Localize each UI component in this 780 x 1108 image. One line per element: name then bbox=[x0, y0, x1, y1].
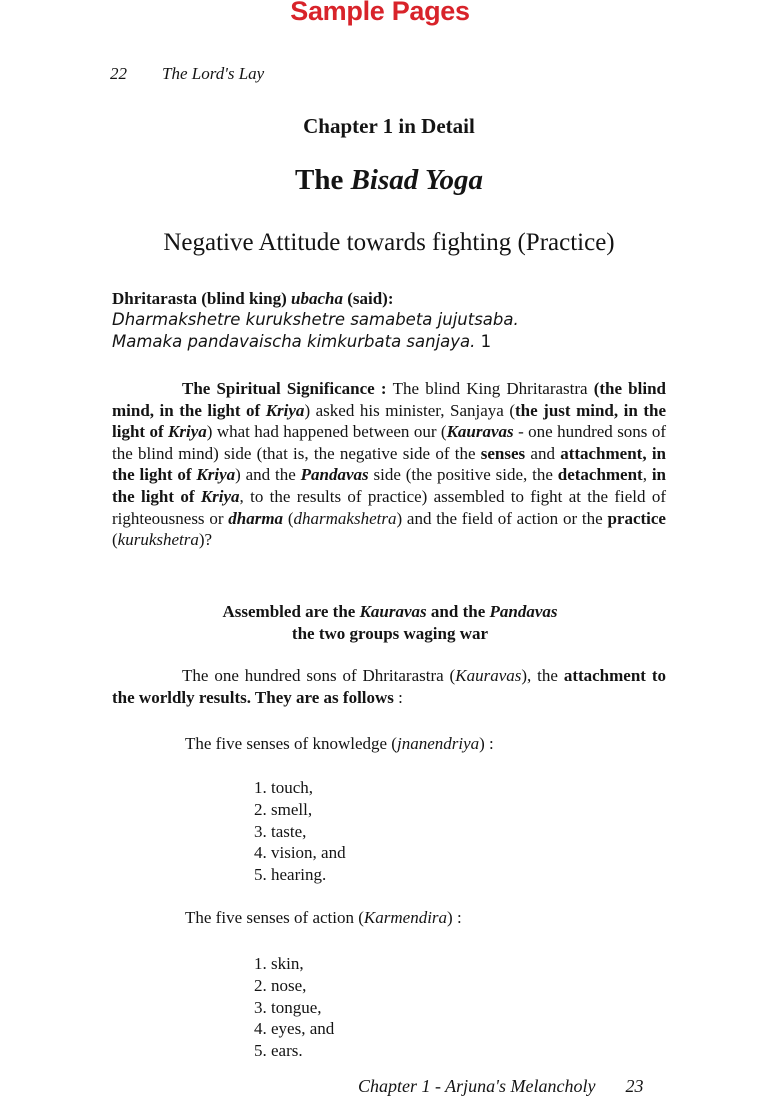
text: , to the results of practice) assembled to fight at the field of righteousness or bbox=[112, 486, 666, 528]
knowledge-senses-intro bbox=[185, 734, 494, 754]
spiritual-significance-paragraph bbox=[112, 378, 666, 551]
action-senses-list bbox=[254, 953, 334, 1062]
list-item: 1. skin, bbox=[254, 954, 304, 973]
book-title: The Lord's Lay bbox=[162, 64, 265, 83]
term-kurukshetra: kurukshetra bbox=[117, 530, 199, 550]
text: the just mind, in the light of bbox=[112, 400, 667, 442]
chapter-title-italic: Bisad Yoga bbox=[350, 164, 483, 196]
separator: : bbox=[374, 379, 393, 398]
verse-speaker bbox=[112, 288, 672, 309]
text: ) and the bbox=[235, 465, 301, 485]
term-kriya: Kriya bbox=[168, 422, 207, 442]
list-item: 2. nose, bbox=[254, 975, 307, 995]
bold-text: practice bbox=[607, 508, 666, 528]
list-item: 2. smell, bbox=[254, 799, 313, 819]
text: ) what had happened between our ( bbox=[206, 422, 447, 442]
left-page-number: 22 bbox=[110, 64, 127, 83]
text: The one hundred sons of Dhritarastra ( bbox=[182, 666, 456, 685]
sample-pages-banner: Sample Pages bbox=[290, 0, 470, 26]
running-footer bbox=[358, 1076, 644, 1097]
running-header bbox=[110, 64, 264, 84]
verse-block bbox=[112, 288, 672, 353]
text: in the light of bbox=[112, 465, 666, 506]
term-karmendira: Karmendira bbox=[363, 908, 448, 927]
text: (the blind mind, in the light of bbox=[112, 379, 666, 420]
speaker-name: Dhritarasta (blind king) bbox=[112, 289, 287, 308]
bold-text: detachment bbox=[557, 465, 643, 485]
verse-line-1: Dharmakshetre kurukshetre samabeta jujutsaba. bbox=[112, 310, 519, 329]
term-kriya: Kriya bbox=[196, 465, 236, 485]
chapter-title-prefix: The bbox=[294, 164, 344, 196]
text: ) : bbox=[447, 908, 462, 927]
term-kauravas: Kauravas bbox=[446, 422, 514, 442]
term-jnanendriya: jnanendriya bbox=[396, 734, 480, 753]
speaker-verb: ubacha bbox=[291, 289, 343, 308]
term-dharma: dharma bbox=[228, 508, 284, 528]
term-pandavas: Pandavas bbox=[489, 602, 558, 621]
section-heading-line-1 bbox=[90, 601, 690, 623]
text: - one hundred sons of the blind mind) side (that is, the negative side of the bbox=[112, 422, 666, 463]
text: ), the bbox=[521, 666, 564, 685]
knowledge-senses-list bbox=[254, 777, 346, 886]
text: ( bbox=[112, 530, 118, 550]
text: ( bbox=[283, 508, 294, 528]
term-kriya: Kriya bbox=[200, 486, 240, 506]
footer-chapter-title: Chapter 1 - Arjuna's Melancholy bbox=[358, 1076, 596, 1096]
text: ) asked his minister, Sanjaya ( bbox=[304, 400, 515, 420]
speaker-gloss: (said): bbox=[347, 289, 394, 308]
section-heading bbox=[90, 601, 690, 645]
list-item: 3. tongue, bbox=[254, 997, 322, 1017]
text: and the bbox=[426, 602, 490, 621]
section-heading-line-2: the two groups waging war bbox=[291, 624, 489, 643]
right-page-number: 23 bbox=[625, 1076, 644, 1096]
term-kriya: Kriya bbox=[265, 400, 305, 420]
text: side (the positive side, the bbox=[368, 465, 558, 485]
list-item: 1. touch, bbox=[254, 778, 314, 797]
list-item: 5. ears. bbox=[254, 1041, 303, 1061]
text: and bbox=[525, 443, 561, 463]
term-dharmakshetra: dharmakshetra bbox=[293, 508, 397, 528]
verse-line-2 bbox=[112, 331, 672, 353]
bold-text: attachment to the worldly results. They are as follows bbox=[112, 666, 667, 707]
chapter-label: Chapter 1 in Detail bbox=[303, 114, 475, 138]
list-item: 4. vision, and bbox=[254, 843, 346, 863]
text: Assembled are the bbox=[222, 602, 360, 621]
chapter-title bbox=[0, 164, 778, 197]
text: : bbox=[393, 687, 403, 707]
chapter-subtitle: Negative Attitude towards fighting (Practice) bbox=[163, 229, 615, 256]
text: ) and the field of action or the bbox=[396, 508, 608, 528]
verse-line-2-text: Mamaka pandavaischa kimkurbata sanjaya. bbox=[112, 332, 476, 351]
text: The five senses of action ( bbox=[185, 908, 364, 927]
list-item: 5. hearing. bbox=[254, 865, 327, 885]
list-item: 4. eyes, and bbox=[254, 1019, 335, 1039]
verse-number: 1 bbox=[480, 332, 492, 351]
text: , bbox=[642, 465, 652, 485]
significance-label: The Spiritual Significance bbox=[182, 379, 375, 398]
term-kauravas: Kauravas bbox=[359, 602, 427, 621]
text: )? bbox=[198, 530, 213, 550]
hundred-sons-paragraph bbox=[112, 665, 666, 708]
term-kauravas: Kauravas bbox=[455, 666, 522, 685]
term-pandavas: Pandavas bbox=[300, 465, 369, 485]
action-senses-intro bbox=[185, 908, 462, 928]
text: The blind King Dhritarastra bbox=[392, 379, 594, 398]
text: The five senses of knowledge ( bbox=[185, 734, 397, 753]
list-item: 3. taste, bbox=[254, 821, 307, 841]
bold-text: senses bbox=[480, 443, 526, 463]
text: attachment, in the light of bbox=[112, 443, 666, 485]
text: ) : bbox=[479, 734, 494, 753]
